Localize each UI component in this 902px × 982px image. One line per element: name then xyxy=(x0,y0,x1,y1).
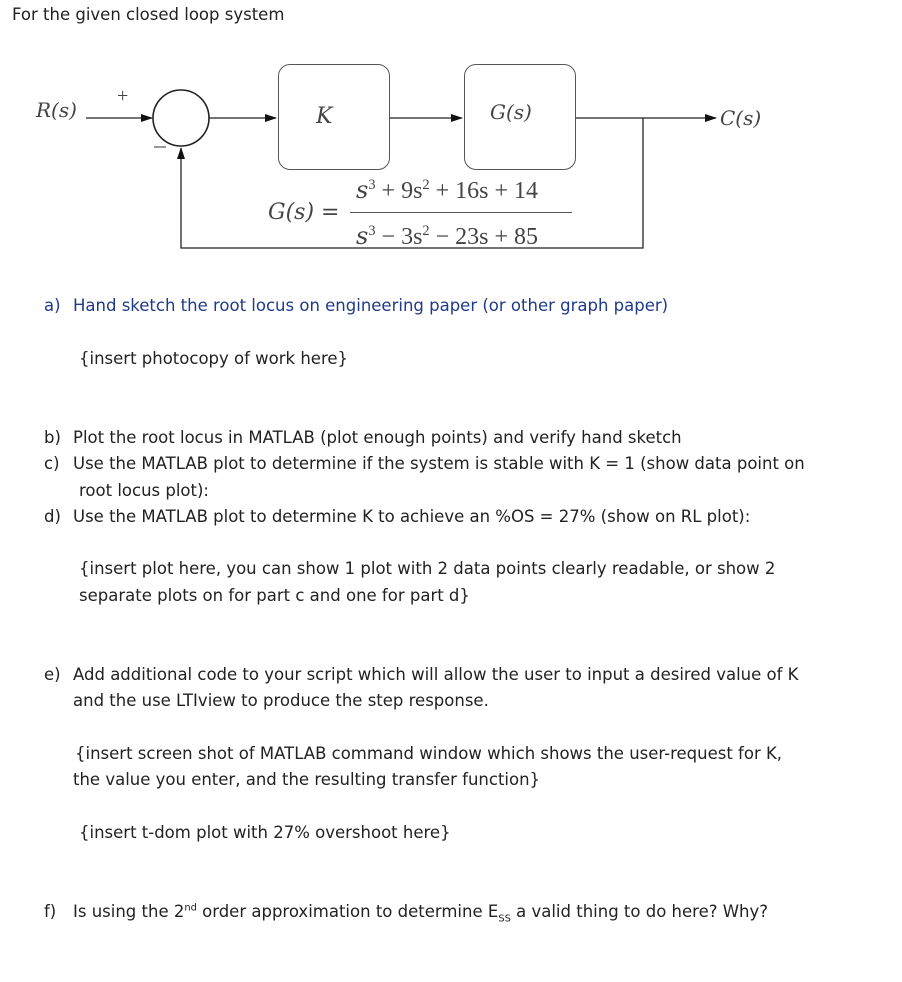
question-a-insert: {insert photocopy of work here} xyxy=(79,349,349,368)
question-a-marker: a) xyxy=(44,296,61,315)
question-f-text: Is using the 2nd order approximation to determine $E_{SS}$ a valid thing to do here? Why? xyxy=(73,902,769,925)
question-e-text-line1: Add additional code to your script which will allow the user to input a desired value of K xyxy=(73,665,799,684)
question-e-insert-line1: {insert screen shot of MATLAB command window which shows the user-request for K, xyxy=(75,744,783,763)
question-f-marker: f) xyxy=(44,902,57,921)
question-d-marker: d) xyxy=(44,507,61,526)
question-d-insert-line1: {insert plot here, you can show 1 plot with 2 data points clearly readable, or show 2 xyxy=(79,559,776,578)
question-a-text: Hand sketch the root locus on engineering paper (or other graph paper) xyxy=(73,296,669,315)
intro-text: For the given closed loop system xyxy=(12,5,285,24)
question-c-marker: c) xyxy=(44,454,60,473)
question-c-text-line1: Use the MATLAB plot to determine if the system is stable with K = 1 (show data point on xyxy=(73,454,805,473)
question-d-text: Use the MATLAB plot to determine K to achieve an %OS = 27% (show on RL plot): xyxy=(73,507,751,526)
tf-denominator: $s^3 - 3s^2 - 23s + 85$ xyxy=(356,222,539,250)
question-e-insert-line2: the value you enter, and the resulting transfer function} xyxy=(73,770,541,789)
question-e-marker: e) xyxy=(44,665,61,684)
question-d-insert-line2: separate plots on for part c and one for part d} xyxy=(79,586,470,605)
gain-label: K xyxy=(316,104,333,129)
question-b-marker: b) xyxy=(44,428,61,447)
tf-fraction-bar xyxy=(350,212,572,213)
plus-sign: + xyxy=(117,85,129,107)
gain-block xyxy=(278,64,390,170)
tf-numerator: $s^3 + 9s^2 + 16s + 14$ xyxy=(356,176,539,204)
input-label: R(s) xyxy=(36,98,77,122)
question-e-insert-line3: {insert t-dom plot with 27% overshoot here} xyxy=(79,823,451,842)
question-b-text: Plot the root locus in MATLAB (plot enough points) and verify hand sketch xyxy=(73,428,682,447)
summing-junction xyxy=(153,90,209,146)
plant-label: G(s) xyxy=(490,100,532,124)
output-label: C(s) xyxy=(720,106,762,130)
question-c-text-line2: root locus plot): xyxy=(79,481,209,500)
question-e-text-line2: and the use LTIview to produce the step response. xyxy=(73,691,489,710)
tf-lhs: G(s) = xyxy=(268,200,340,225)
